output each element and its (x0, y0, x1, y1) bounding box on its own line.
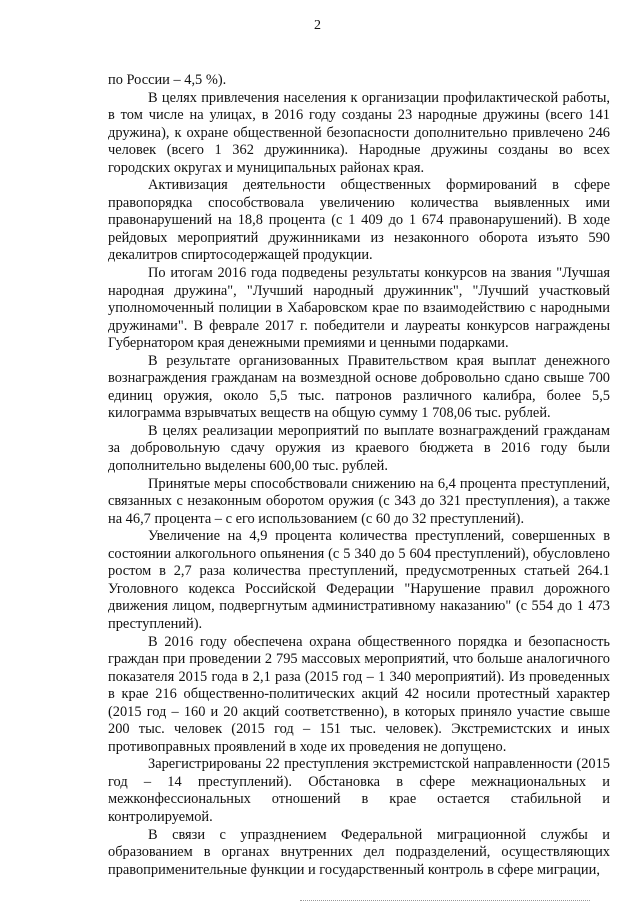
paragraph-3: Активизация деятельности общественных формирований в сфере правопорядка способствовала увеличению количества выявленных ими правонарушений на 18,8 процента (с 1 409 до 1 674 правонарушений). В ходе рейдовых мероприятий дружинниками из незаконного оборота изъято 590 декалитров спиртосодержащей продукции. (108, 177, 610, 264)
paragraph-9: В 2016 году обеспечена охрана общественного порядка и безопасность граждан при проведении 2 795 массовых мероприятий, что больше аналогичного показателя 2015 года в 2,1 раза (2015 год – 1 340 мероприятий). Из проведенных в крае 216 общественно-политических акций 42 носили протестный характер (2015 год – 160 и 20 акций соответственно), в которых приняло участие свыше 200 тыс. человек (2015 год – 151 тыс. человек). Экстремистских и иных противоправных проявлений в ходе их проведения не допущено. (108, 633, 610, 755)
paragraph-7: Принятые меры способствовали снижению на 6,4 процента преступлений, связанных с незаконным оборотом оружия (с 343 до 321 преступления), а также на 46,7 процента – с его использованием (с 60 до 32 преступлений). (108, 475, 610, 527)
scan-edge-divider (300, 900, 590, 901)
document-body (108, 72, 610, 879)
paragraph-10: Зарегистрированы 22 преступления экстремистской направленности (2015 год – 14 преступлений). Обстановка в сфере межнациональных и межконфессиональных отношений в крае остается стабильной и контролируемой. (108, 756, 610, 825)
paragraph-6: В целях реализации мероприятий по выплате вознаграждений гражданам за добровольную сдачу оружия из краевого бюджета в 2016 году были дополнительно выделены 600,00 тыс. рублей. (108, 422, 610, 475)
page-number: 2 (314, 18, 321, 33)
paragraph-11: В связи с упразднением Федеральной миграционной службы и образованием в органах внутренних дел подразделений, осуществляющих правоприменительные функции и государственный контроль в сфере миграции, (108, 826, 610, 878)
paragraph-2: В целях привлечения населения к организации профилактической работы, в том числе на улицах, в 2016 году созданы 23 народные дружины (всего 141 дружина), к охране общественной безопасности дополнительно привлечено 246 человек (всего 1 362 дружинника). Народные дружины созданы во всех городских округах и муниципальных районах края. (108, 89, 610, 176)
paragraph-4: По итогам 2016 года подведены результаты конкурсов на звания "Лучшая народная дружина", "Лучший народный дружинник", "Лучший участковый уполномоченный полиции в Хабаровском крае по взаимодействию с народными дружинами". В феврале 2017 г. победители и лауреаты конкурсов награждены Губернатором края денежными премиями и ценными подарками. (108, 265, 610, 352)
paragraph-5: В результате организованных Правительством края выплат денежного вознаграждения гражданам на возмездной основе добровольно сдано свыше 700 единиц оружия, около 5,5 тыс. патронов различного калибра, более 5,5 килограмма взрывчатых веществ на общую сумму 1 708,06 тыс. рублей. (108, 352, 610, 422)
paragraph-1: по России – 4,5 %). (108, 72, 227, 88)
paragraph-8: Увеличение на 4,9 процента количества преступлений, совершенных в состоянии алкогольного опьянения (с 5 340 до 5 604 преступлений), обусловлено ростом в 2,7 раза количества преступлений, предусмотренных статьей 264.1 Уголовного кодекса Российской Федерации "Нарушение правил дорожного движения лицом, подвергнутым административному наказанию" (с 554 до 1 473 преступлений). (108, 528, 610, 632)
